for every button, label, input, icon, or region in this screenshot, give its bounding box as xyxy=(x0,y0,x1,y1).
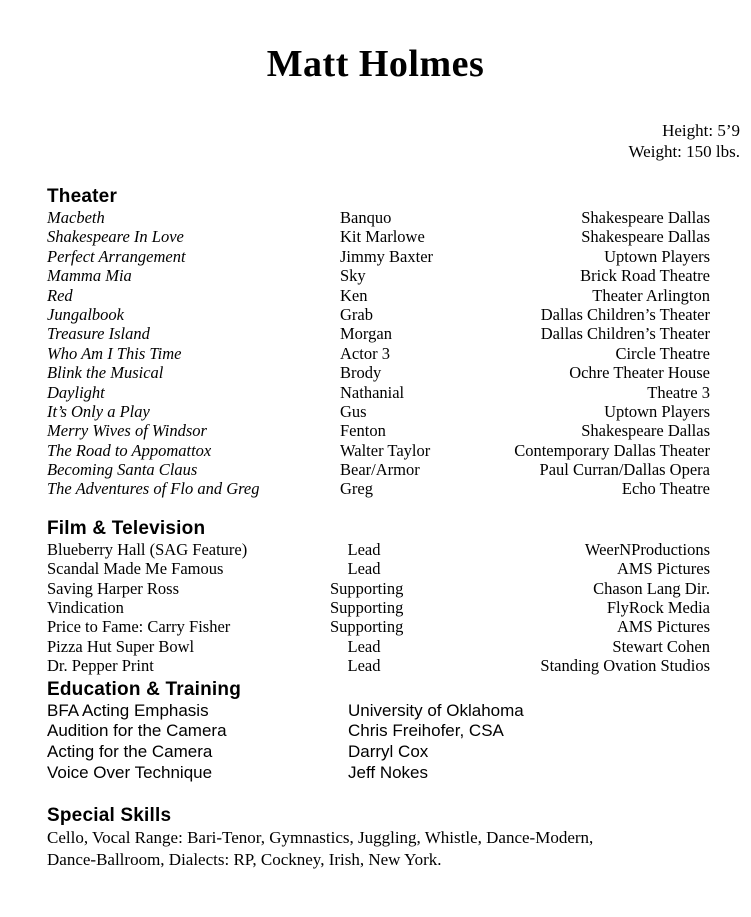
theater-row xyxy=(47,208,710,227)
vitals-block xyxy=(629,121,741,162)
resume-body xyxy=(47,185,710,870)
theater-row xyxy=(47,247,710,266)
role: Supporting xyxy=(330,598,404,618)
role: Bear/Armor xyxy=(340,460,420,480)
theater-row xyxy=(47,227,710,246)
course: Audition for the Camera xyxy=(47,721,227,741)
role: Actor 3 xyxy=(340,343,390,363)
education-row xyxy=(47,763,710,784)
theater-row xyxy=(47,286,710,305)
theater-row xyxy=(47,266,710,285)
role: Sky xyxy=(340,266,366,286)
company: Contemporary Dallas Theater xyxy=(514,440,710,460)
production-title: Becoming Santa Claus xyxy=(47,460,198,480)
film-row xyxy=(47,656,710,675)
company: Shakespeare Dallas xyxy=(581,208,710,227)
weight-stat: Weight: 150 lbs. xyxy=(628,141,740,161)
production-title: Shakespeare In Love xyxy=(47,227,184,247)
role: Ken xyxy=(340,285,368,305)
company: Echo Theatre xyxy=(621,479,710,499)
film-row xyxy=(47,598,710,617)
role: Supporting xyxy=(330,578,404,598)
role: Banquo xyxy=(340,208,392,227)
role: Jimmy Baxter xyxy=(340,246,434,266)
theater-row xyxy=(47,324,710,343)
production-title: Dr. Pepper Print xyxy=(47,656,154,676)
role: Kit Marlowe xyxy=(340,227,425,247)
production-title: Price to Fame: Carry Fisher xyxy=(47,617,231,637)
company: Shakespeare Dallas xyxy=(581,421,710,441)
company: Paul Curran/Dallas Opera xyxy=(539,460,710,480)
production-title: Perfect Arrangement xyxy=(47,246,186,266)
company: Brick Road Theatre xyxy=(580,266,710,286)
skills-text-line: Cello, Vocal Range: Bari-Tenor, Gymnastics, Juggling, Whistle, Dance-Modern, xyxy=(47,828,594,848)
role: Nathanial xyxy=(340,382,405,402)
role: Morgan xyxy=(340,324,392,344)
production-title: Blueberry Hall (SAG Feature) xyxy=(47,539,248,559)
production-title: Merry Wives of Windsor xyxy=(47,421,207,441)
instructor: Jeff Nokes xyxy=(348,762,429,782)
theater-row xyxy=(47,479,710,498)
company: Ochre Theater House xyxy=(569,363,710,383)
production-title: Scandal Made Me Famous xyxy=(47,559,224,579)
company: FlyRock Media xyxy=(606,598,710,618)
role: Lead xyxy=(347,636,381,656)
course: BFA Acting Emphasis xyxy=(47,700,209,720)
film-row xyxy=(47,617,710,636)
company: Stewart Cohen xyxy=(612,636,710,656)
company: Dallas Children’s Theater xyxy=(540,324,710,344)
production-title: Treasure Island xyxy=(47,324,150,344)
section-heading-skills: Special Skills xyxy=(47,805,172,827)
role: Lead xyxy=(347,656,381,676)
film-row xyxy=(47,540,710,559)
section-education xyxy=(47,678,710,784)
theater-row xyxy=(47,402,710,421)
course: Voice Over Technique xyxy=(47,762,213,782)
role: Walter Taylor xyxy=(340,440,431,460)
production-title: Blink the Musical xyxy=(47,363,164,383)
company: Chason Lang Dir. xyxy=(593,578,710,598)
education-row xyxy=(47,721,710,742)
skills-text-line: Dance-Ballroom, Dialects: RP, Cockney, Irish, New York. xyxy=(47,849,442,869)
film-row xyxy=(47,559,710,578)
education-row xyxy=(47,701,710,722)
company: WeerNProductions xyxy=(584,539,710,559)
height-stat: Height: 5’9 xyxy=(662,121,740,140)
company: AMS Pictures xyxy=(616,617,710,637)
production-title: The Road to Appomattox xyxy=(47,440,212,460)
theater-row xyxy=(47,441,710,460)
company: Uptown Players xyxy=(604,246,710,266)
company: Theater Arlington xyxy=(592,285,710,305)
production-title: Saving Harper Ross xyxy=(47,578,179,598)
role: Fenton xyxy=(340,421,386,441)
production-title: Pizza Hut Super Bowl xyxy=(47,636,195,656)
role: Lead xyxy=(347,539,381,559)
section-theater xyxy=(47,185,710,499)
section-special-skills xyxy=(47,804,710,870)
production-title: Mamma Mia xyxy=(47,266,132,286)
theater-row xyxy=(47,363,710,382)
role: Lead xyxy=(347,559,381,579)
instructor: Darryl Cox xyxy=(348,741,429,761)
film-row xyxy=(47,579,710,598)
company: Dallas Children’s Theater xyxy=(540,304,710,324)
company: Circle Theatre xyxy=(615,343,710,363)
theater-row xyxy=(47,305,710,324)
company: AMS Pictures xyxy=(616,559,710,579)
film-row xyxy=(47,637,710,656)
theater-row xyxy=(47,421,710,440)
page-title: Matt Holmes xyxy=(266,43,485,85)
production-title: Jungalbook xyxy=(47,304,124,324)
role: Grab xyxy=(340,304,373,324)
instructor: University of Oklahoma xyxy=(348,700,524,720)
company: Uptown Players xyxy=(604,401,710,421)
role: Greg xyxy=(340,479,373,499)
production-title: Who Am I This Time xyxy=(47,343,182,363)
production-title: The Adventures of Flo and Greg xyxy=(47,479,260,499)
course: Acting for the Camera xyxy=(47,741,213,761)
section-heading-theater: Theater xyxy=(47,186,118,207)
role: Gus xyxy=(340,401,367,421)
role: Supporting xyxy=(330,617,404,637)
theater-row xyxy=(47,383,710,402)
company: Standing Ovation Studios xyxy=(540,656,710,676)
instructor: Chris Freihofer, CSA xyxy=(348,721,504,741)
section-heading-film: Film & Television xyxy=(47,517,206,539)
production-title: Daylight xyxy=(47,382,105,402)
section-film-television xyxy=(47,517,710,676)
production-title: Macbeth xyxy=(47,208,105,227)
role: Brody xyxy=(340,363,382,383)
theater-row xyxy=(47,344,710,363)
education-row xyxy=(47,742,710,763)
production-title: It’s Only a Play xyxy=(47,401,150,421)
section-heading-education: Education & Training xyxy=(47,678,242,700)
production-title: Red xyxy=(47,285,73,305)
company: Shakespeare Dallas xyxy=(581,227,710,247)
theater-row xyxy=(47,460,710,479)
production-title: Vindication xyxy=(47,598,124,618)
company: Theatre 3 xyxy=(647,382,710,402)
